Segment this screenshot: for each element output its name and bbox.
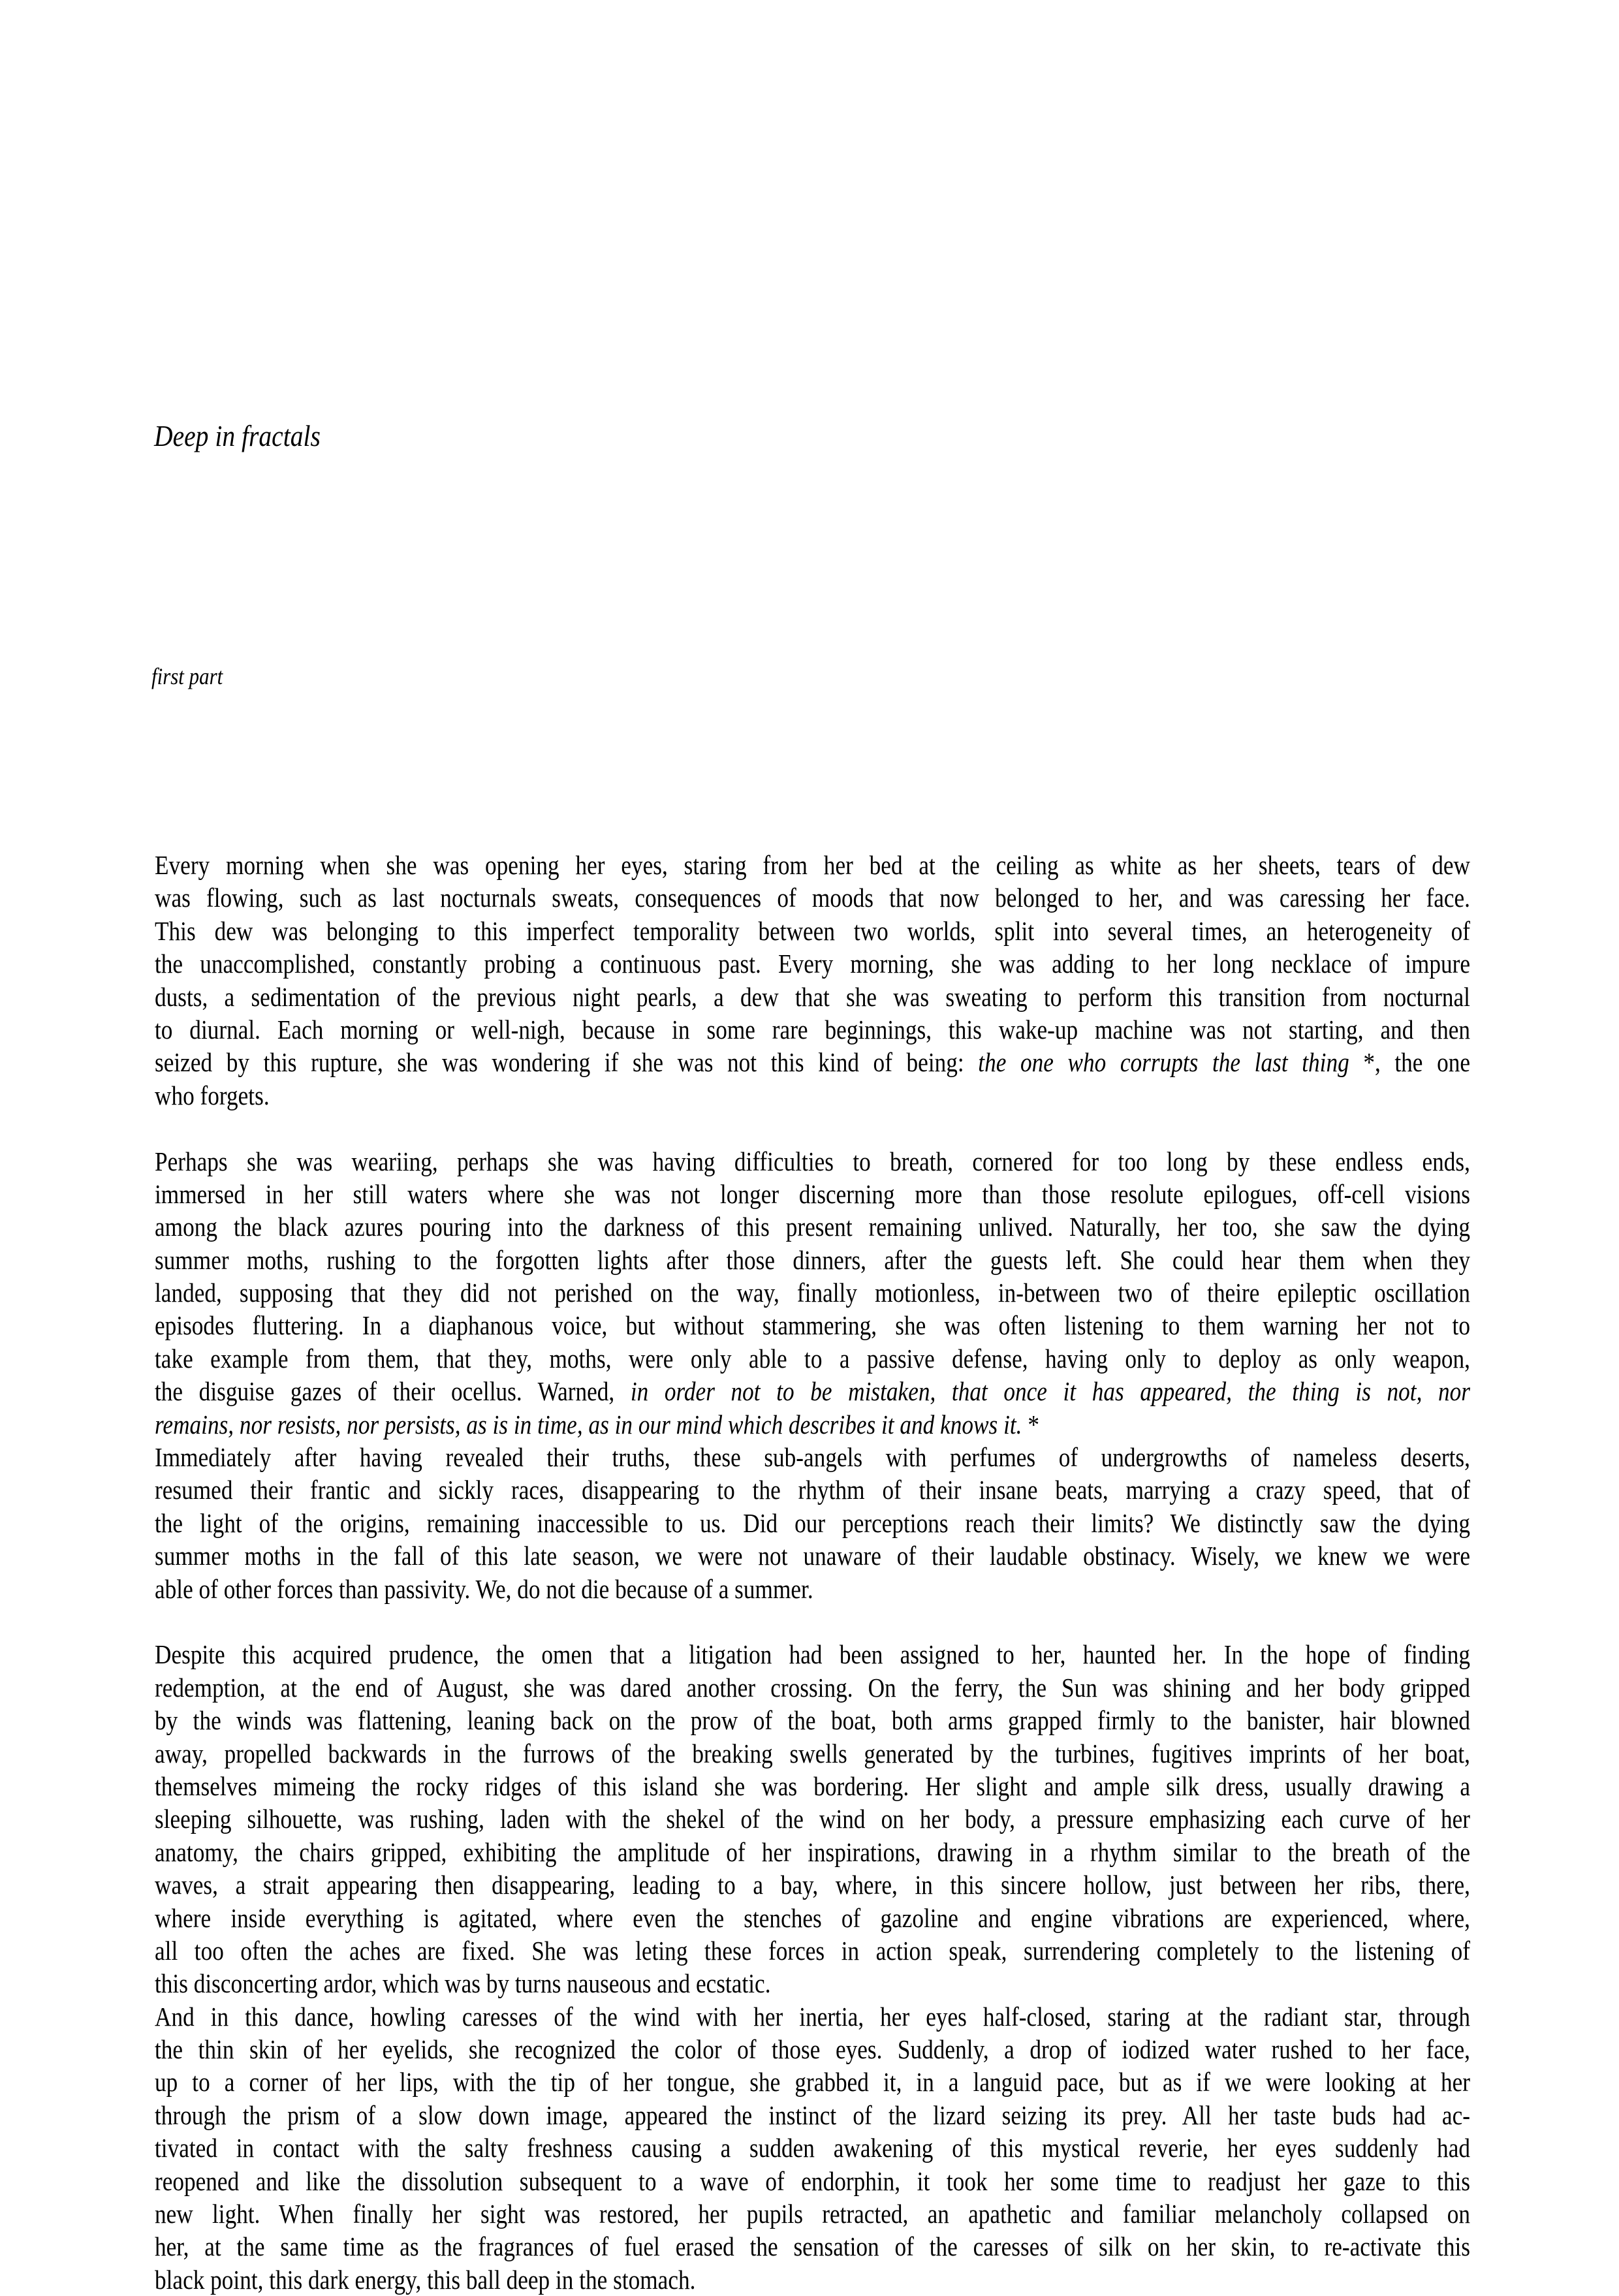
paragraph bbox=[155, 1638, 1470, 2000]
text-run: Every morning when she was opening her eyes, staring from her bed at the ceiling as white as her sheets, tears of dew bbox=[155, 850, 1470, 880]
text-run: to diurnal. Each morning or well-nigh, because in some rare beginnings, this wake-up machine was not starting, and then bbox=[155, 1014, 1470, 1045]
text-line bbox=[155, 2000, 1470, 2033]
text-line bbox=[155, 2165, 1470, 2197]
text-line bbox=[155, 981, 1470, 1013]
text-run: all too often the aches are fixed. She was leting these forces in action speak, surrendering completely to the listening of bbox=[155, 1935, 1470, 1966]
text-line bbox=[155, 1441, 1470, 1473]
text-line bbox=[155, 2099, 1470, 2131]
text-line bbox=[155, 1671, 1470, 1704]
text-line bbox=[155, 1013, 1470, 1046]
text-run: dusts, a sedimentation of the previous night pearls, a dew that she was sweating to perform this transition from nocturnal bbox=[155, 981, 1470, 1012]
italic-quote: remains, nor resists, nor persists, as is in time, as in our mind which describes it and knows it. bbox=[155, 1409, 1022, 1439]
text-run: And in this dance, howling caresses of the wind with her inertia, her eyes half-closed, staring at the radiant star, through bbox=[155, 2001, 1470, 2032]
text-line bbox=[155, 1704, 1470, 1737]
text-run: Immediately after having revealed their truths, these sub-angels with perfumes of undergrowths of nameless deserts, bbox=[155, 1442, 1470, 1473]
text-line bbox=[155, 1539, 1470, 1572]
text-line bbox=[155, 2131, 1470, 2164]
text-line bbox=[155, 1836, 1470, 1868]
text-run: This dew was belonging to this imperfect temporality between two worlds, split into several times, an heterogeneity of bbox=[155, 915, 1470, 946]
text-run: able of other forces than passivity. We, do not die because of a summer. bbox=[155, 1573, 813, 1604]
text-line bbox=[155, 2066, 1470, 2098]
text-run: redemption, at the end of August, she was dared another crossing. On the ferry, the Sun was shining and her body gripped bbox=[155, 1672, 1470, 1703]
text-line bbox=[155, 2263, 1470, 2296]
text-line bbox=[155, 1079, 1470, 1112]
paragraph bbox=[155, 2000, 1470, 2296]
text-run: take example from them, that they, moths, were only able to a passive defense, having only to deploy as only weapon, bbox=[155, 1343, 1470, 1374]
text-run: where inside everything is agitated, where even the stenches of gazoline and engine vibrations are experienced, where, bbox=[155, 1902, 1470, 1933]
text-run: waves, a strait appearing then disappearing, leading to a bay, where, in this sincere hollow, just between her ribs, there, bbox=[155, 1870, 1470, 1900]
text-run: summer moths in the fall of this late season, we were not unaware of their laudable obstinacy. Wisely, we knew we were bbox=[155, 1541, 1470, 1571]
italic-quote: in order not to be mistaken, that once it has appeared, the thing is not, nor bbox=[630, 1376, 1470, 1407]
text-run: the disguise gazes of their ocellus. Warned, bbox=[155, 1376, 631, 1407]
text-line bbox=[155, 1375, 1470, 1407]
text-run: new light. When finally her sight was restored, her pupils retracted, an apathetic and familiar melancholy collapsed on bbox=[155, 2199, 1470, 2229]
text-run: episodes fluttering. In a diaphanous voice, but without stammering, she was often listening to them warning her not to bbox=[155, 1310, 1470, 1341]
section-subtitle: first part bbox=[151, 663, 223, 689]
text-line bbox=[155, 1046, 1470, 1078]
text-run: black point, this dark energy, this ball deep in the stomach. bbox=[155, 2264, 696, 2295]
text-run: landed, supposing that they did not perished on the way, finally motionless, in-between two of theire epileptic oscillation bbox=[155, 1278, 1470, 1308]
text-run: sleeping silhouette, was rushing, laden with the shekel of the wind on her body, a pressure emphasizing each curve of her bbox=[155, 1804, 1470, 1834]
text-run: up to a corner of her lips, with the tip of her tongue, she grabbed it, in a languid pace, but as if we were looking at her bbox=[155, 2067, 1470, 2098]
text-line bbox=[155, 1967, 1470, 2000]
text-line bbox=[155, 1473, 1470, 1506]
text-run: themselves mimeing the rocky ridges of this island she was bordering. Her slight and ample silk dress, usually drawing a bbox=[155, 1770, 1470, 1801]
text-run: who forgets. bbox=[155, 1080, 270, 1110]
text-run: among the black azures pouring into the darkness of this present remaining unlived. Naturally, her too, she saw the dying bbox=[155, 1212, 1470, 1242]
text-run: her, at the same time as the fragrances of fuel erased the sensation of the caresses of silk on her skin, to re-activate this bbox=[155, 2231, 1470, 2262]
text-line bbox=[155, 915, 1470, 947]
text-line bbox=[155, 1408, 1470, 1441]
text-run: the thin skin of her eyelids, she recognized the color of those eyes. Suddenly, a drop of iodized water rushed to her face, bbox=[155, 2034, 1470, 2065]
italic-quote: the one who corrupts the last thing bbox=[978, 1047, 1349, 1078]
text-line bbox=[155, 1507, 1470, 1539]
text-line bbox=[155, 1178, 1470, 1210]
text-line bbox=[155, 947, 1470, 980]
text-line bbox=[155, 1868, 1470, 1901]
text-run: this disconcerting ardor, which was by turns nauseous and ecstatic. bbox=[155, 1968, 771, 1999]
text-line bbox=[155, 1244, 1470, 1276]
text-run: resumed their frantic and sickly races, disappearing to the rhythm of their insane beats, marrying a crazy speed, that of bbox=[155, 1475, 1470, 1505]
text-run: Despite this acquired prudence, the omen that a litigation had been assigned to her, haunted her. In the hope of finding bbox=[155, 1639, 1470, 1670]
paragraph bbox=[155, 1145, 1470, 1441]
text-line bbox=[155, 1309, 1470, 1342]
text-line bbox=[155, 2230, 1470, 2263]
text-line bbox=[155, 2033, 1470, 2066]
text-line bbox=[155, 1210, 1470, 1243]
text-line bbox=[155, 1342, 1470, 1375]
text-run: * bbox=[1022, 1409, 1039, 1439]
text-line bbox=[155, 1934, 1470, 1967]
text-run: *, the one bbox=[1349, 1047, 1470, 1078]
text-run: the unaccomplished, constantly probing a continuous past. Every morning, she was adding to her long necklace of impure bbox=[155, 949, 1470, 979]
text-line bbox=[155, 1276, 1470, 1309]
paragraph bbox=[155, 849, 1470, 1112]
text-run: the light of the origins, remaining inaccessible to us. Did our perceptions reach their limits? We distinctly saw the dying bbox=[155, 1507, 1470, 1538]
text-run: was flowing, such as last nocturnals sweats, consequences of moods that now belonged to her, and was caressing her face. bbox=[155, 883, 1470, 913]
text-line bbox=[155, 1770, 1470, 1802]
text-line bbox=[155, 1573, 1470, 1605]
text-line bbox=[155, 1145, 1470, 1178]
text-line bbox=[155, 881, 1470, 914]
text-run: through the prism of a slow down image, appeared the instinct of the lizard seizing its prey. All her taste buds had ac- bbox=[155, 2099, 1470, 2130]
text-run: anatomy, the chairs gripped, exhibiting the amplitude of her inspirations, drawing in a rhythm similar to the breath of the bbox=[155, 1836, 1470, 1867]
text-line bbox=[155, 1802, 1470, 1835]
body-text bbox=[155, 849, 1470, 2296]
text-run: away, propelled backwards in the furrows of the breaking swells generated by the turbines, fugitives imprints of her boat, bbox=[155, 1738, 1470, 1769]
text-run: tivated in contact with the salty freshness causing a sudden awakening of this mystical reverie, her eyes suddenly had bbox=[155, 2133, 1470, 2163]
text-line bbox=[155, 2197, 1470, 2230]
text-run: seized by this rupture, she was wondering if she was not this kind of being: bbox=[155, 1047, 979, 1078]
text-run: summer moths, rushing to the forgotten lights after those dinners, after the guests left. She could hear them when they bbox=[155, 1244, 1470, 1275]
text-line bbox=[155, 849, 1470, 881]
text-line bbox=[155, 1902, 1470, 1934]
text-run: by the winds was flattening, leaning back on the prow of the boat, both arms grapped firmly to the banister, hair blowned bbox=[155, 1705, 1470, 1736]
document-title: Deep in fractals bbox=[154, 419, 321, 452]
paragraph bbox=[155, 1441, 1470, 1605]
text-run: Perhaps she was weariing, perhaps she was having difficulties to breath, cornered for too long by these endless ends, bbox=[155, 1146, 1470, 1176]
text-line bbox=[155, 1638, 1470, 1671]
text-run: immersed in her still waters where she was not longer discerning more than those resolute epilogues, off-cell visions bbox=[155, 1178, 1470, 1209]
text-run: reopened and like the dissolution subsequent to a wave of endorphin, it took her some time to readjust her gaze to this bbox=[155, 2165, 1470, 2196]
text-line bbox=[155, 1737, 1470, 1770]
